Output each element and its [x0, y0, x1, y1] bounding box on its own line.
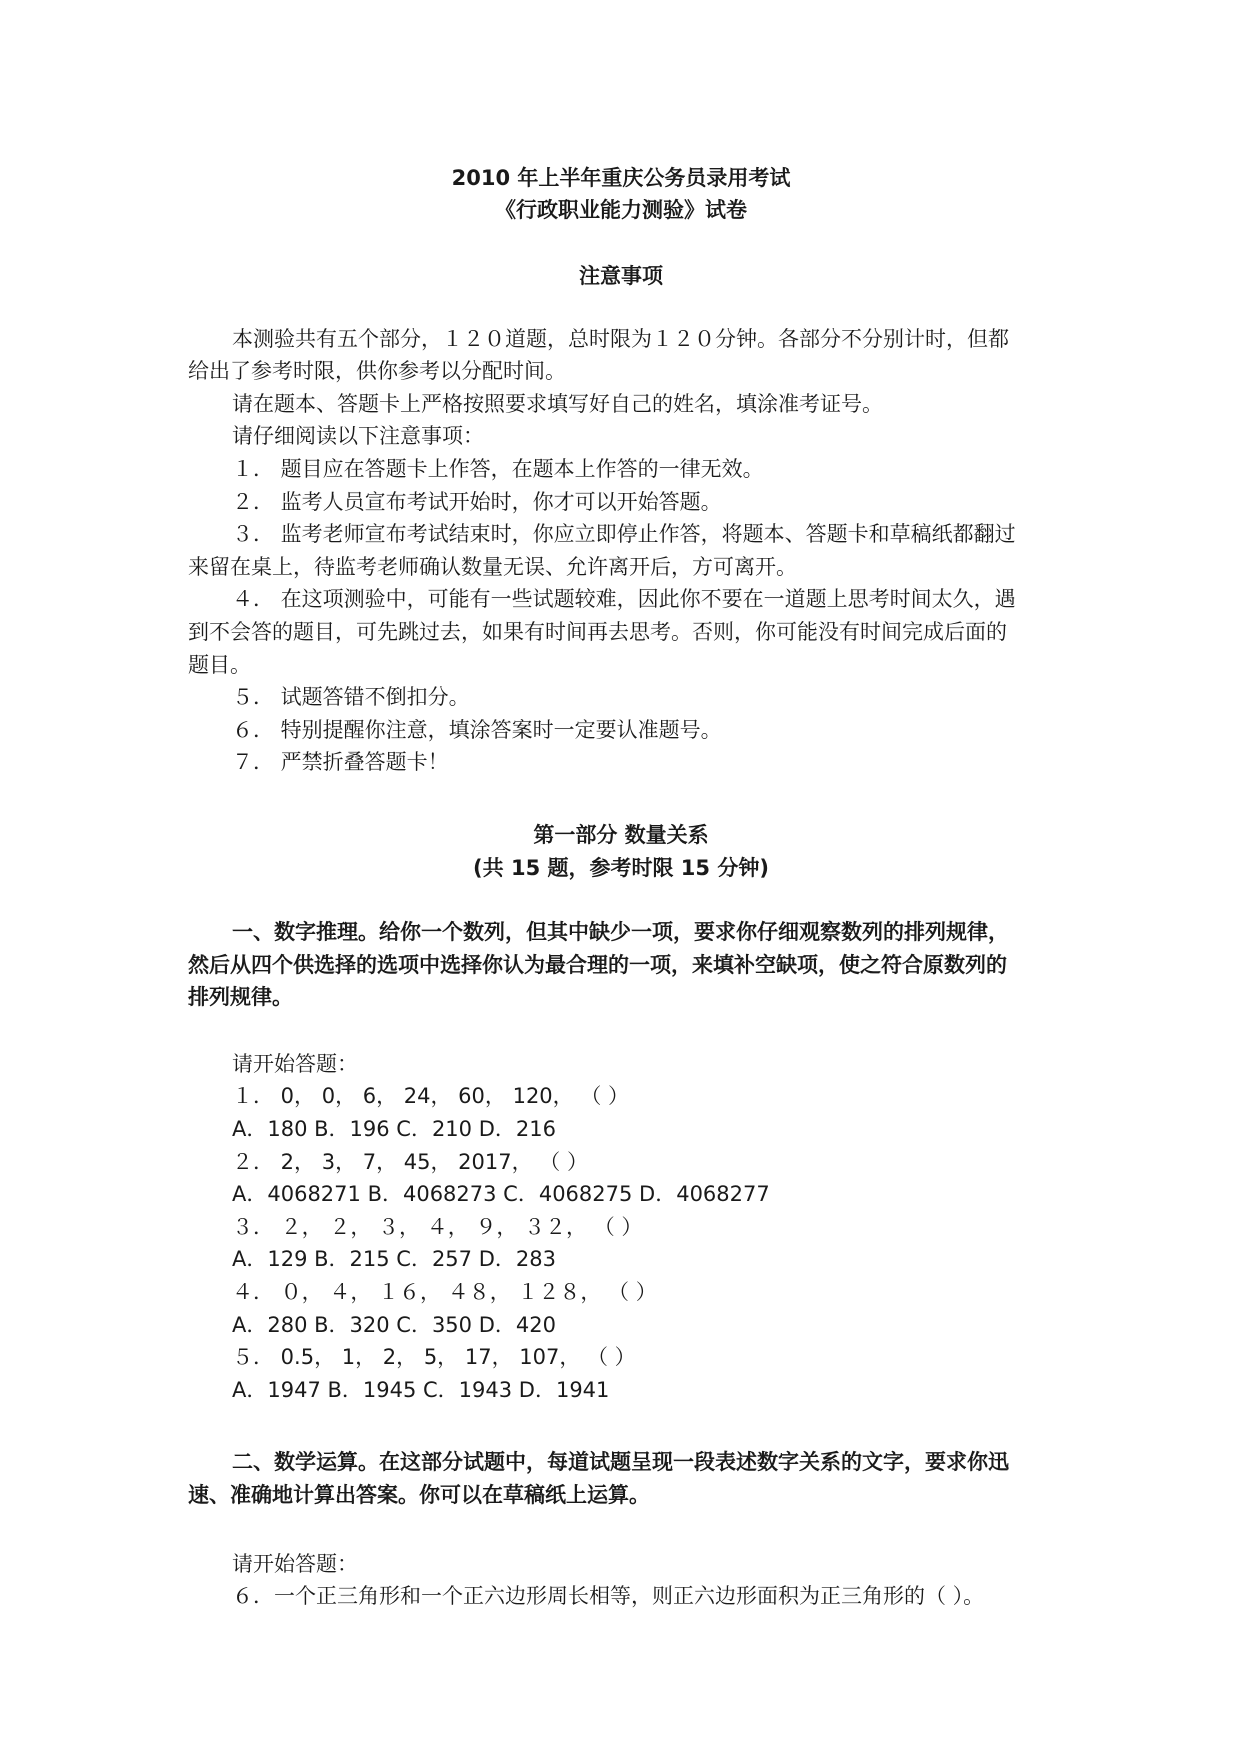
notice-fill-info: 请在题本、答题卡上严格按照要求填写好自己的姓名，填涂准考证号。: [232, 391, 883, 416]
notice-item-6: ６． 特别提醒你注意，填涂答案时一定要认准题号。: [232, 717, 722, 742]
section1-instr-line-2: 然后从四个供选择的选项中选择你认为最合理的一项，来填补空缺项，使之符合原数列的: [188, 952, 1007, 977]
question-5: ５． 0.5， 1， 2， 5， 17， 107， （ ）: [232, 1345, 636, 1370]
question-3-options: A．129 B．215 C．257 D．283: [232, 1247, 556, 1272]
question-5-options: A．1947 B．1945 C．1943 D．1941: [232, 1377, 610, 1402]
section2-instr-line-2: 速、准确地计算出答案。你可以在草稿纸上运算。: [188, 1483, 650, 1507]
question-3: ３． ２， ２， ３， ４， ９， ３２， （ ）: [232, 1214, 643, 1239]
notice-item-3-line-1: ３． 监考老师宣布考试结束时，你应立即停止作答，将题本、答题卡和草稿纸都翻过: [232, 522, 1016, 547]
question-4-options: A．280 B．320 C．350 D．420: [232, 1312, 556, 1337]
notice-item-5: ５． 试题答错不倒扣分。: [232, 685, 470, 710]
notice-body: [188, 323, 1054, 779]
question-1: １． 0， 0， 6， 24， 60， 120， （ ）: [232, 1084, 630, 1109]
notice-item-1: １． 题目应在答题卡上作答，在题本上作答的一律无效。: [232, 456, 764, 481]
section2-instr-line-1: 二、数学运算。在这部分试题中，每道试题呈现一段表述数字关系的文字，要求你迅: [232, 1450, 1009, 1475]
part1-heading: 第一部分 数量关系: [533, 822, 709, 847]
section1-instr-line-3: 排列规律。: [188, 985, 293, 1010]
question-2-options: A．4068271 B．4068273 C．4068275 D．4068277: [232, 1182, 770, 1207]
notice-item-2: ２． 监考人员宣布考试开始时，你才可以开始答题。: [232, 489, 722, 514]
notice-item-4-line-3: 题目。: [188, 652, 251, 677]
title-line-1: 2010 年上半年重庆公务员录用考试: [451, 166, 791, 190]
notice-intro-line-1: 本测验共有五个部分，１２０道题，总时限为１２０分钟。各部分不分别计时，但都: [232, 326, 1009, 351]
section2-instructions: [188, 1446, 1054, 1511]
notice-item-4-line-2: 到不会答的题目，可先跳过去，如果有时间再去思考。否则，你可能没有时间完成后面的: [188, 619, 1007, 644]
section1-instructions: [188, 916, 1054, 1014]
question-1-options: A．180 B．196 C．210 D．216: [232, 1117, 556, 1142]
question-6: ６．一个正三角形和一个正六边形周长相等，则正六边形面积为正三角形的（ ）。: [232, 1584, 985, 1609]
section1-instr-line-1: 一、数字推理。给你一个数列，但其中缺少一项，要求你仔细观察数列的排列规律，: [232, 920, 1009, 945]
notice-intro-line-2: 给出了参考时限，供你参考以分配时间。: [188, 359, 566, 384]
notice-heading: 注意事项: [579, 264, 663, 288]
document-page: [188, 162, 1054, 1613]
title-line-2: 《行政职业能力测验》试卷: [495, 198, 747, 222]
part1-subheading: (共 15 题，参考时限 15 分钟): [473, 855, 769, 880]
section2-start: 请开始答题：: [232, 1551, 358, 1576]
notice-item-3-line-2: 来留在桌上，待监考老师确认数量无误、允许离开后，方可离开。: [188, 554, 797, 579]
notice-item-4-line-1: ４． 在这项测验中，可能有一些试题较难，因此你不要在一道题上思考时间太久，遇: [232, 587, 1016, 612]
question-2: ２． 2， 3， 7， 45， 2017， （ ）: [232, 1149, 588, 1174]
document-title: [188, 162, 1054, 226]
question-4: ４． ０， ４， １６， ４８， １２８， （ ）: [232, 1280, 657, 1305]
notice-read-carefully: 请仔细阅读以下注意事项：: [232, 424, 484, 449]
notice-item-7: ７． 严禁折叠答题卡！: [232, 750, 449, 775]
section1-start: 请开始答题：: [232, 1051, 358, 1076]
